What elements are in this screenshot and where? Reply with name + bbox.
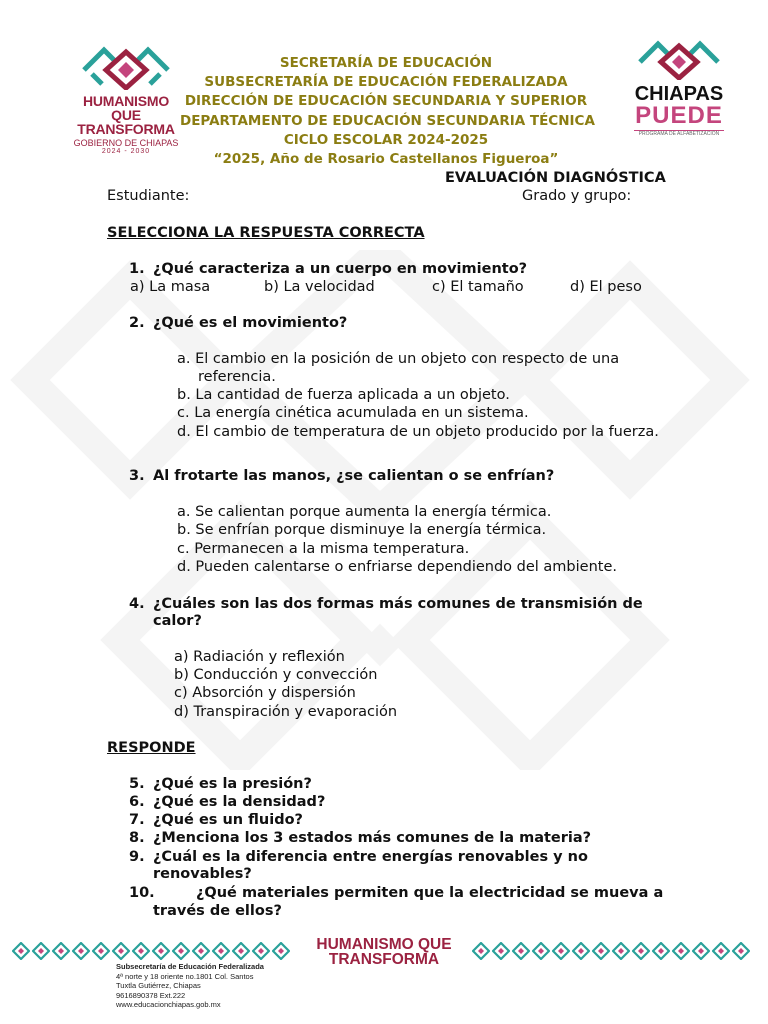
header-line-4: DEPARTAMENTO DE EDUCACIÓN SECUNDARIA TÉCNICA <box>180 112 595 129</box>
header-line-6: “2025, Año de Rosario Castellanos Figueroa” <box>213 151 559 168</box>
diamond-ornament-icon <box>512 942 530 960</box>
option-c: c. Permanecen a la misma temperatura. <box>177 541 470 557</box>
diamond-ornament-icon <box>552 942 570 960</box>
option-a: a. Se calientan porque aumenta la energía térmica. <box>177 504 552 520</box>
option-a-continued: referencia. <box>198 369 276 385</box>
diamond-ornament-icon <box>572 942 590 960</box>
header-line-1: SECRETARÍA DE EDUCACIÓN <box>279 55 493 71</box>
diamond-ornament-icon <box>652 942 670 960</box>
question-number: 4. <box>129 596 145 612</box>
question-number: 2. <box>129 315 145 331</box>
address-line-1: Subsecretaría de Educación Federalizada <box>116 962 264 971</box>
diamond-ornament-icon <box>252 942 270 960</box>
question-text: ¿Qué es la presión? <box>153 776 312 792</box>
diamond-ornament-icon <box>632 942 650 960</box>
diamond-ornament-icon <box>692 942 710 960</box>
diamond-ornament-icon <box>472 942 490 960</box>
option-a: a. El cambio en la posición de un objeto con respecto de una <box>177 351 620 367</box>
question-text: Al frotarte las manos, ¿se calientan o se enfrían? <box>153 468 555 484</box>
address-line-5: www.educacionchiapas.gob.mx <box>116 1000 221 1010</box>
question-text: ¿Qué es un fluido? <box>153 812 303 828</box>
option-b: b. La cantidad de fuerza aplicada a un objeto. <box>177 387 510 403</box>
diamond-ornament-icon <box>132 942 150 960</box>
question-text: ¿Qué caracteriza a un cuerpo en movimiento? <box>153 261 528 277</box>
option-c: c) El tamaño <box>432 279 524 295</box>
option-b: b) Conducción y convección <box>174 667 378 683</box>
question-text: ¿Qué es la densidad? <box>153 794 326 810</box>
question-text-continued: calor? <box>153 613 202 629</box>
footer-logo-line-1: HUMANISMO QUE <box>316 936 452 953</box>
section-multiple-choice-heading: SELECCIONA LA RESPUESTA CORRECTA <box>107 225 425 241</box>
humanismo-emblem-icon <box>78 44 174 90</box>
student-label: Estudiante: <box>107 188 190 204</box>
diamond-ornament-icon <box>32 942 50 960</box>
diamond-ornament-icon <box>72 942 90 960</box>
address-line-2: 4ª norte y 18 oriente no.1801 Col. Santos <box>116 971 254 981</box>
option-b: b. Se enfrían porque disminuye la energía térmica. <box>177 522 547 538</box>
diamond-ornament-icon <box>712 942 730 960</box>
institution-header <box>180 54 595 169</box>
question-text: ¿Cuáles son las dos formas más comunes de transmisión de <box>153 596 643 612</box>
option-a: a) La masa <box>130 279 211 295</box>
address-line-3: Tuxtla Gutiérrez, Chiapas <box>116 981 201 991</box>
option-c: c. La energía cinética acumulada en un sistema. <box>177 405 529 421</box>
humanismo-title-2: TRANSFORMA <box>77 121 175 137</box>
document-title: EVALUACIÓN DIAGNÓSTICA <box>445 170 666 186</box>
question-number: 3. <box>129 468 145 484</box>
diamond-ornament-icon <box>592 942 610 960</box>
diamond-ornament-icon <box>492 942 510 960</box>
chiapas-emblem-icon <box>634 38 724 80</box>
question-number: 7. <box>129 812 145 828</box>
question-number: 6. <box>129 794 145 810</box>
question-number: 5. <box>129 776 145 792</box>
option-d: d. El cambio de temperatura de un objeto producido por la fuerza. <box>177 424 659 440</box>
diamond-ornament-icon <box>152 942 170 960</box>
question-text: ¿Qué es el movimiento? <box>153 315 348 331</box>
footer-pattern-right <box>472 942 750 962</box>
option-d: d) El peso <box>570 279 642 295</box>
years-label: 2024 - 2030 <box>101 148 151 155</box>
diamond-ornament-icon <box>272 942 290 960</box>
question-number: 9. <box>129 849 145 865</box>
diamond-ornament-icon <box>192 942 210 960</box>
footer-pattern-left <box>12 942 290 962</box>
question-number: 10. <box>129 885 155 901</box>
diamond-ornament-icon <box>532 942 550 960</box>
header-line-5: CICLO ESCOLAR 2024-2025 <box>283 131 489 148</box>
question-text: ¿Cuál es la diferencia entre energías renovables y no <box>153 849 588 865</box>
chiapas-puede-logo <box>626 38 732 148</box>
diamond-ornament-icon <box>12 942 30 960</box>
address-line-4: 9616890378 Ext.222 <box>116 990 186 1000</box>
footer-address <box>116 962 264 1010</box>
question-text-continued: renovables? <box>153 866 252 882</box>
footer-humanismo-logo <box>316 937 452 967</box>
grade-label: Grado y grupo: <box>522 188 632 204</box>
diamond-ornament-icon <box>612 942 630 960</box>
option-d: d) Transpiración y evaporación <box>174 704 398 720</box>
section-open-questions-heading: RESPONDE <box>107 740 196 756</box>
question-number: 1. <box>129 261 145 277</box>
option-d: d. Pueden calentarse o enfriarse dependiendo del ambiente. <box>177 559 617 575</box>
gobierno-label: GOBIERNO DE CHIAPAS <box>73 138 179 148</box>
diamond-ornament-icon <box>112 942 130 960</box>
question-number: 8. <box>129 830 145 846</box>
humanismo-logo <box>70 44 182 155</box>
header-line-3: DIRECCIÓN DE EDUCACIÓN SECUNDARIA Y SUPERIOR <box>184 93 588 110</box>
header-line-2: SUBSECRETARÍA DE EDUCACIÓN FEDERALIZADA <box>204 74 568 91</box>
option-c: c) Absorción y dispersión <box>174 685 356 701</box>
puede-title: PUEDE <box>635 102 723 129</box>
diamond-ornament-icon <box>52 942 70 960</box>
question-text: ¿Menciona los 3 estados más comunes de la materia? <box>153 830 592 846</box>
diamond-ornament-icon <box>672 942 690 960</box>
diamond-ornament-icon <box>732 942 750 960</box>
diamond-ornament-icon <box>92 942 110 960</box>
humanismo-title-1: HUMANISMO QUE <box>82 93 170 123</box>
diamond-ornament-icon <box>172 942 190 960</box>
chiapas-title: CHIAPAS <box>634 83 724 105</box>
programa-label: PROGRAMA DE ALFABETIZACIÓN <box>634 130 724 138</box>
diamond-ornament-icon <box>232 942 250 960</box>
question-text: ¿Qué materiales permiten que la electricidad se mueva a <box>196 885 664 901</box>
option-b: b) La velocidad <box>264 279 375 295</box>
option-a: a) Radiación y reflexión <box>174 649 345 665</box>
diamond-ornament-icon <box>212 942 230 960</box>
question-text-continued: través de ellos? <box>153 903 282 919</box>
footer-logo-line-2: TRANSFORMA <box>328 951 440 968</box>
